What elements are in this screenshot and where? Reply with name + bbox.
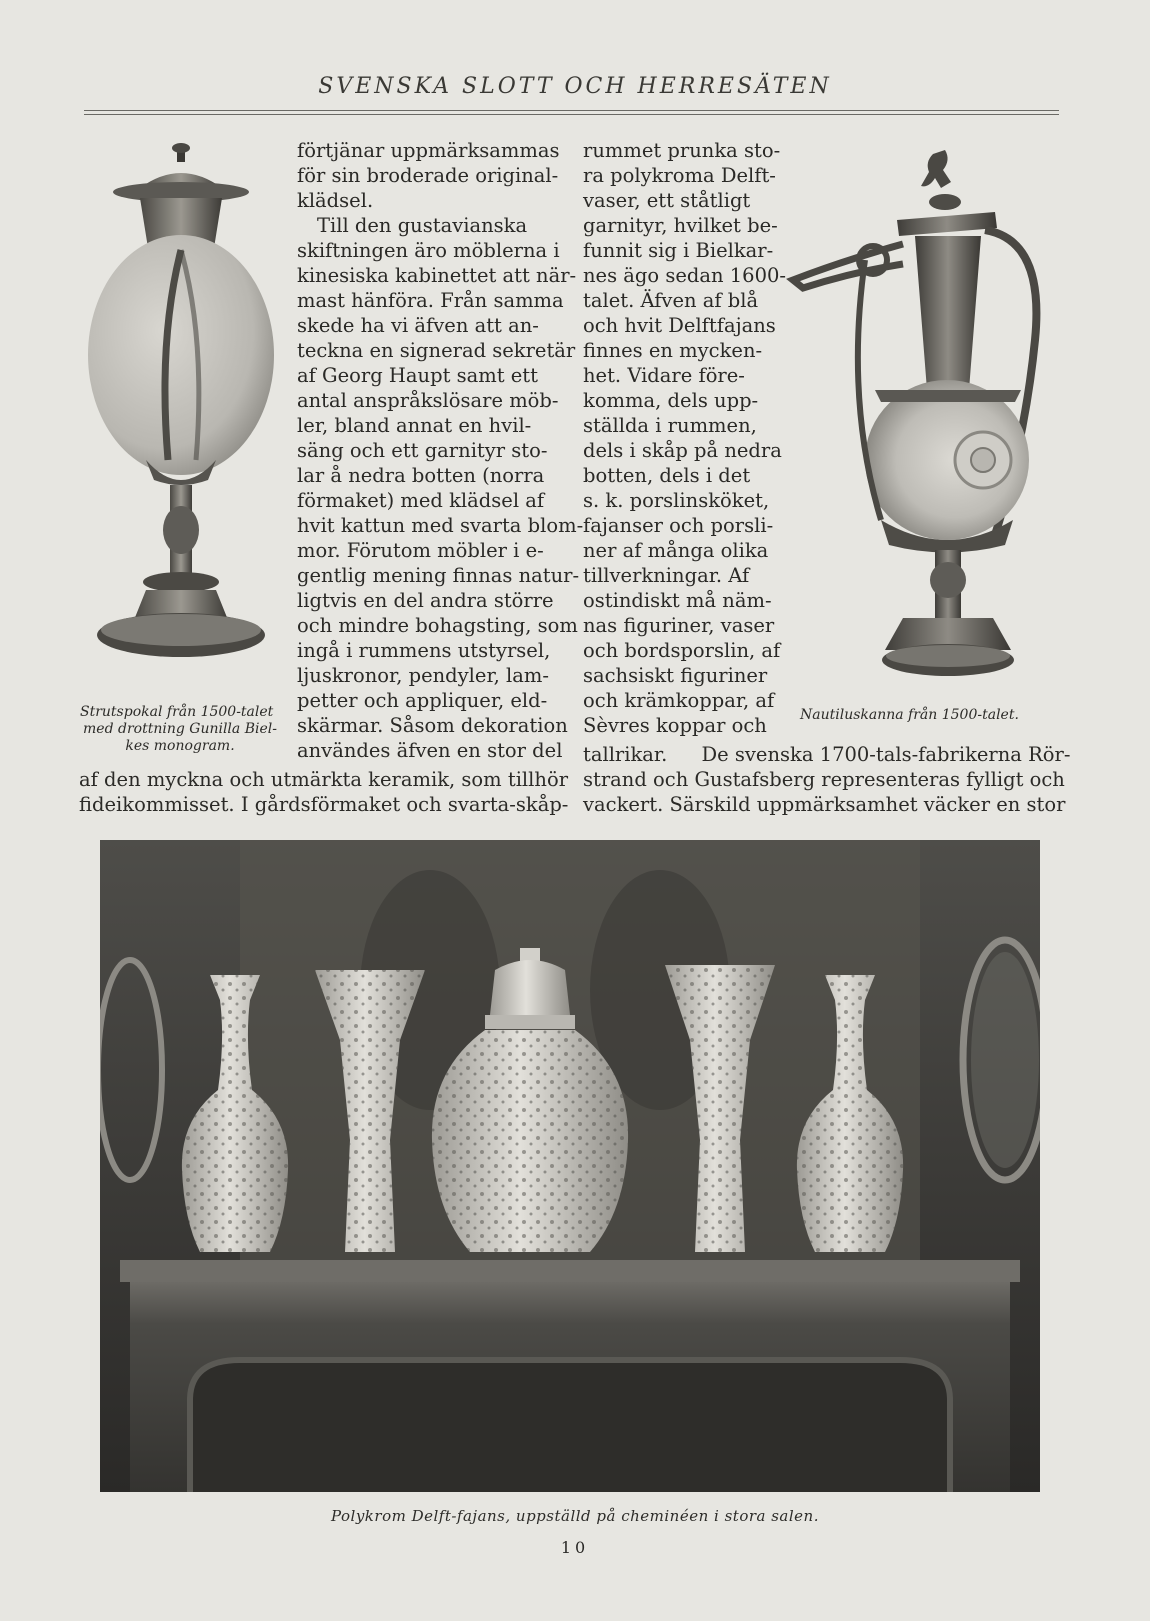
caption-nautilus-ewer: Nautiluskanna från 1500-talet. [800, 707, 1019, 723]
text-line: dels i skåp på nedra [583, 439, 782, 462]
text-line: och krämkoppar, af [583, 689, 775, 712]
text-line: tillverkningar. Af [583, 564, 750, 587]
text-line: ler, bland annat en hvil- [297, 414, 532, 437]
text-line: säng och ett garnityr sto- [297, 439, 548, 462]
text-line: strand och Gustafsberg representeras fylligt och [583, 768, 1065, 791]
running-head: SVENSKA SLOTT OCH HERRESÄTEN [318, 74, 832, 99]
text-line: botten, dels i det [583, 464, 751, 487]
text-line: finnes en mycken- [583, 339, 763, 362]
text-line: ljuskronor, pendyler, lam- [297, 664, 549, 687]
text-line: vackert. Särskild uppmärksamhet väcker en stor [583, 793, 1066, 816]
text-line: nas figuriner, vaser [583, 614, 775, 637]
text-line: af den myckna och utmärkta keramik, som tillhör [79, 768, 569, 791]
text-line: antal anspråkslösare möb- [297, 389, 559, 412]
text-line: vaser, ett ståtligt [583, 189, 751, 212]
text-line: petter och appliquer, eld- [297, 689, 548, 712]
text-line: het. Vidare före- [583, 364, 745, 387]
text-line: rummet prunka sto- [583, 139, 781, 162]
text-line: mor. Förutom möbler i e- [297, 539, 544, 562]
text-line: förmaket) med klädsel af [297, 489, 545, 512]
text-line: Sèvres koppar och [583, 714, 767, 737]
text-line: skede ha vi äfven att an- [297, 314, 539, 337]
text-line: för sin broderade original- [297, 164, 559, 187]
text-line: fideikommisset. I gårdsförmaket och svarta-skåp- [79, 793, 569, 816]
text-line: De svenska 1700-tals-fabrikerna Rör- [701, 743, 1071, 766]
text-line: ligtvis en del andra större [297, 589, 554, 612]
text-line: ingå i rummens utstyrsel, [297, 639, 551, 662]
text-line: klädsel. [297, 189, 374, 212]
caption-line: med drottning Gunilla Biel- [83, 721, 277, 737]
text-column-2-continuation [583, 742, 1070, 817]
ostrich-egg-cup-illustration [88, 140, 278, 695]
text-line: garnityr, hvilket be- [583, 214, 778, 237]
caption-line: Strutspokal från 1500-talet [80, 704, 274, 720]
text-line: fajanser och porsli- [583, 514, 774, 537]
text-line: ner af många olika [583, 539, 769, 562]
text-line: ra polykroma Delft- [583, 164, 776, 187]
text-column-1 [297, 138, 584, 763]
text-line: ostindiskt må näm- [583, 589, 772, 612]
text-line: mast hänföra. Från samma [297, 289, 564, 312]
text-column-1-continuation [79, 767, 568, 817]
text-line: användes äfven en stor del [297, 739, 563, 762]
text-line: gentlig mening finnas natur- [297, 564, 580, 587]
text-line: teckna en signerad sekretär [297, 339, 576, 362]
text-line: talet. Äfven af blå [583, 289, 759, 312]
text-line: förtjänar uppmärksammas [297, 139, 560, 162]
text-line: sachsiskt figuriner [583, 664, 768, 687]
text-line: lar å nedra botten (norra [297, 464, 545, 487]
text-line: skärmar. Såsom dekoration [297, 714, 568, 737]
text-line: hvit kattun med svarta blom- [297, 514, 584, 537]
text-line: s. k. porslinsköket, [583, 489, 770, 512]
text-line: af Georg Haupt samt ett [297, 364, 538, 387]
page-number: 10 [560, 1538, 590, 1557]
text-line: komma, dels upp- [583, 389, 759, 412]
text-line: tallrikar. [583, 743, 668, 766]
header-rule [84, 110, 1059, 115]
text-line: skiftningen äro möblerna i [297, 239, 560, 262]
text-line: och bordsporslin, af [583, 639, 781, 662]
text-column-2 [583, 138, 786, 738]
caption-delft-photo: Polykrom Delft-fajans, uppställd på cheminéen i stora salen. [331, 1507, 819, 1525]
nautilus-ewer-illustration [785, 140, 1065, 700]
delft-faience-photo [100, 840, 1040, 1492]
text-line: och hvit Delftfajans [583, 314, 776, 337]
text-line: och mindre bohagsting, som [297, 614, 578, 637]
text-line: nes ägo sedan 1600- [583, 264, 786, 287]
text-line: kinesiska kabinettet att när- [297, 264, 577, 287]
text-line: Till den gustavianska [317, 214, 528, 237]
caption-ostrich-cup [80, 704, 280, 755]
caption-line: kes monogram. [125, 738, 235, 754]
text-line: funnit sig i Bielkar- [583, 239, 774, 262]
text-line: ställda i rummen, [583, 414, 757, 437]
